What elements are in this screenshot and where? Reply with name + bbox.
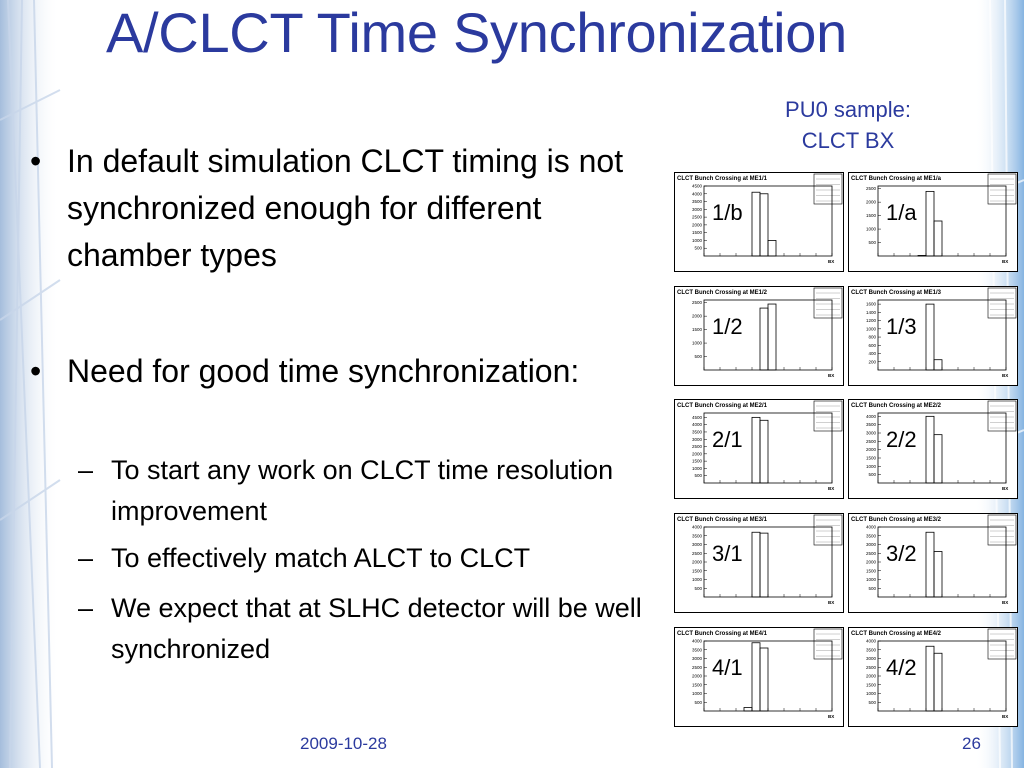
stats-box (988, 174, 1016, 204)
y-tick-label: 3500 (691, 647, 702, 653)
chamber-label: 4/2 (886, 655, 917, 680)
y-tick-label: 3000 (691, 656, 702, 661)
y-tick-label: 200 (868, 359, 876, 365)
stats-box (814, 174, 842, 204)
bullet-item (30, 348, 630, 442)
y-tick-label: 3500 (691, 199, 702, 205)
histogram-chart (848, 513, 1018, 613)
chart-title: CLCT Bunch Crossing at ME2/2 (851, 403, 942, 409)
chamber-label: 3/2 (886, 541, 917, 566)
stats-box (814, 288, 842, 318)
y-tick-label: 1500 (691, 230, 702, 236)
page-number: 26 (962, 734, 981, 753)
histogram-chart (674, 627, 844, 727)
y-tick-label: 1500 (865, 455, 876, 461)
slide-title: A/CLCT Time Synchronization (106, 1, 847, 64)
y-tick-label: 500 (868, 699, 876, 705)
histogram-chart (848, 172, 1018, 272)
y-tick-label: 1000 (865, 577, 876, 582)
y-tick-label: 2000 (865, 673, 876, 679)
y-tick-label: 500 (868, 240, 876, 246)
y-tick-label: 3000 (865, 430, 876, 436)
chamber-label: 1/a (886, 200, 917, 225)
chamber-label: 1/3 (886, 314, 917, 339)
y-tick-label: 3000 (691, 542, 702, 547)
y-tick-label: 3500 (865, 422, 876, 428)
sub-bullet-dash: – (78, 543, 94, 573)
y-tick-label: 3500 (865, 533, 876, 539)
histogram-chart (848, 627, 1018, 727)
y-tick-label: 1500 (691, 568, 702, 574)
bullet-dot: • (30, 353, 42, 389)
y-tick-label: 4000 (691, 524, 702, 530)
y-tick-label: 3500 (691, 429, 702, 435)
chamber-label: 2/1 (712, 427, 743, 452)
x-axis-label: BX (1002, 714, 1009, 719)
y-tick-label: 3000 (865, 542, 876, 547)
y-tick-label: 1500 (865, 682, 876, 688)
chart-title: CLCT Bunch Crossing at ME3/2 (851, 517, 942, 523)
y-tick-label: 1200 (865, 318, 876, 324)
histogram-chart (674, 399, 844, 499)
x-axis-label: BX (1002, 600, 1009, 605)
chamber-label: 1/2 (712, 314, 743, 339)
chart-title: CLCT Bunch Crossing at ME4/2 (851, 631, 942, 637)
x-axis-label: BX (828, 259, 835, 264)
histogram-chart (674, 172, 844, 272)
annotation-line-2: CLCT BX (801, 128, 895, 153)
histogram-panel (848, 286, 1018, 386)
y-tick-label: 1000 (865, 463, 876, 469)
y-tick-label: 1000 (865, 691, 876, 696)
sub-bullet-text: To start any work on CLCT time resolution improvement (111, 455, 614, 526)
sub-bullet-item (78, 538, 638, 579)
sub-bullet-item (78, 588, 642, 670)
annotation-line-1: PU0 sample: (785, 97, 911, 122)
y-tick-label: 1000 (691, 340, 702, 346)
histogram-panel (674, 513, 844, 613)
y-tick-label: 3000 (691, 436, 702, 442)
histogram-panel (848, 172, 1018, 272)
histogram-chart (674, 513, 844, 613)
sub-bullet-dash: – (78, 455, 94, 485)
y-tick-label: 1000 (691, 237, 702, 243)
stats-box (814, 401, 842, 431)
y-tick-label: 800 (868, 334, 876, 340)
sample-annotation (730, 94, 966, 156)
stats-box (814, 515, 842, 545)
y-tick-label: 1000 (691, 577, 702, 582)
y-tick-label: 1500 (691, 682, 702, 688)
y-tick-label: 1500 (691, 458, 702, 464)
y-tick-label: 2500 (691, 664, 702, 670)
y-tick-label: 400 (868, 351, 876, 357)
chamber-label: 2/2 (886, 427, 917, 452)
y-tick-label: 500 (694, 585, 702, 591)
y-tick-label: 1000 (691, 465, 702, 471)
y-tick-label: 2000 (691, 673, 702, 679)
y-tick-label: 1000 (865, 226, 876, 232)
y-tick-label: 500 (868, 585, 876, 591)
y-tick-label: 2000 (865, 447, 876, 453)
y-tick-label: 1000 (865, 326, 876, 332)
y-tick-label: 2000 (865, 559, 876, 565)
y-tick-label: 500 (694, 354, 702, 360)
sub-bullet-text: We expect that at SLHC detector will be well synchronized (111, 593, 642, 664)
x-axis-label: BX (828, 714, 835, 719)
y-tick-label: 2500 (691, 214, 702, 220)
y-tick-label: 1500 (691, 327, 702, 333)
histogram-panel (848, 627, 1018, 727)
y-tick-label: 3500 (865, 647, 876, 653)
chart-title: CLCT Bunch Crossing at ME4/1 (677, 631, 768, 637)
histogram-chart (674, 286, 844, 386)
footer-date: 2009-10-28 (300, 734, 387, 753)
y-tick-label: 4500 (691, 414, 702, 420)
y-tick-label: 4500 (691, 183, 702, 189)
stats-box (988, 288, 1016, 318)
y-tick-label: 2500 (691, 550, 702, 556)
histogram-chart (848, 286, 1018, 386)
histogram-bar (918, 255, 926, 256)
y-tick-label: 2500 (865, 550, 876, 556)
histogram-panel (848, 513, 1018, 613)
y-tick-label: 1500 (865, 213, 876, 219)
chart-title: CLCT Bunch Crossing at ME3/1 (677, 517, 768, 523)
x-axis-label: BX (828, 486, 835, 491)
bullet-text: In default simulation CLCT timing is not synchronized enough for different chamber types (67, 143, 624, 273)
y-tick-label: 2500 (865, 664, 876, 670)
y-tick-label: 2500 (691, 444, 702, 450)
chart-title: CLCT Bunch Crossing at ME1/3 (851, 290, 942, 296)
chamber-label: 3/1 (712, 541, 743, 566)
x-axis-label: BX (1002, 373, 1009, 378)
y-tick-label: 2000 (691, 559, 702, 565)
x-axis-label: BX (1002, 259, 1009, 264)
y-tick-label: 2000 (691, 222, 702, 228)
y-tick-label: 2500 (865, 438, 876, 444)
y-tick-label: 2000 (691, 313, 702, 319)
y-tick-label: 1400 (865, 309, 876, 315)
histogram-panel (674, 399, 844, 499)
y-tick-label: 600 (868, 342, 876, 348)
x-axis-label: BX (1002, 486, 1009, 491)
histogram-panel (848, 399, 1018, 499)
stats-box (988, 401, 1016, 431)
histogram-chart (848, 399, 1018, 499)
stats-box (988, 629, 1016, 659)
y-tick-label: 1600 (865, 301, 876, 307)
y-tick-label: 2500 (691, 300, 702, 306)
y-tick-label: 4000 (691, 191, 702, 197)
bullet-dot: • (30, 143, 42, 179)
stats-box (988, 515, 1016, 545)
x-axis-label: BX (828, 373, 835, 378)
stats-box (814, 629, 842, 659)
y-tick-label: 2000 (865, 199, 876, 205)
bullet-item (30, 138, 630, 279)
y-tick-label: 4000 (691, 422, 702, 428)
y-tick-label: 500 (694, 699, 702, 705)
chart-title: CLCT Bunch Crossing at ME1/a (851, 176, 942, 182)
histogram-panel (674, 627, 844, 727)
y-tick-label: 4000 (691, 638, 702, 644)
chart-title: CLCT Bunch Crossing at ME1/2 (677, 290, 768, 296)
y-tick-label: 500 (694, 473, 702, 479)
y-tick-label: 3500 (691, 533, 702, 539)
y-tick-label: 2000 (691, 451, 702, 457)
bullet-text: Need for good time synchronization: (67, 353, 580, 389)
x-axis-label: BX (828, 600, 835, 605)
chart-title: CLCT Bunch Crossing at ME2/1 (677, 403, 768, 409)
y-tick-label: 4000 (865, 524, 876, 530)
y-tick-label: 1500 (865, 568, 876, 574)
chamber-label: 1/b (712, 200, 743, 225)
y-tick-label: 3000 (691, 206, 702, 212)
y-tick-label: 2500 (865, 186, 876, 192)
chart-title: CLCT Bunch Crossing at ME1/1 (677, 176, 768, 182)
chamber-label: 4/1 (712, 655, 743, 680)
y-tick-label: 3000 (865, 656, 876, 661)
sub-bullet-dash: – (78, 593, 94, 623)
histogram-panel (674, 286, 844, 386)
histogram-panel (674, 172, 844, 272)
y-tick-label: 500 (868, 472, 876, 478)
sub-bullet-item (78, 450, 638, 532)
sub-bullet-text: To effectively match ALCT to CLCT (111, 543, 531, 573)
y-tick-label: 4000 (865, 638, 876, 644)
y-tick-label: 500 (694, 245, 702, 251)
y-tick-label: 1000 (691, 691, 702, 696)
y-tick-label: 4000 (865, 413, 876, 419)
